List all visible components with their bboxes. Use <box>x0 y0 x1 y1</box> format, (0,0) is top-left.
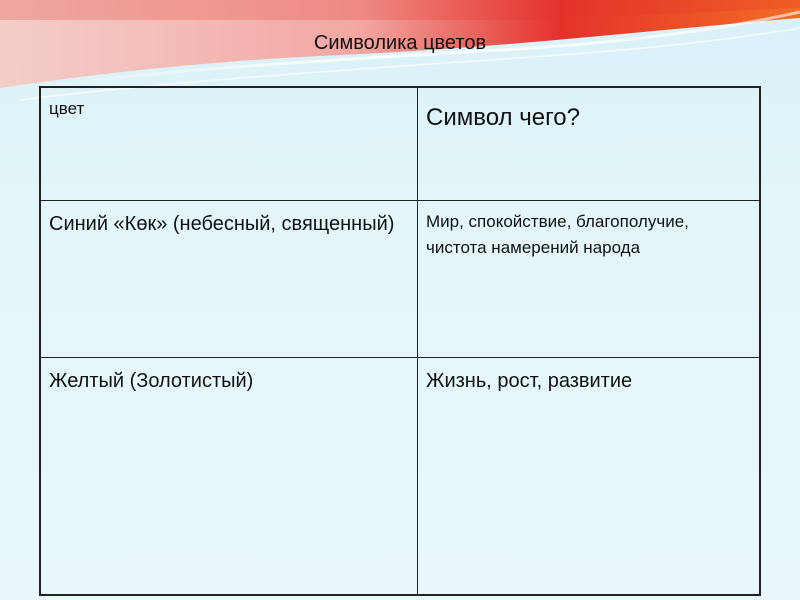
cell-symbol-blue: Мир, спокойствие, благополучие, чистота намерений народа <box>418 201 761 358</box>
slide-title: Символика цветов <box>313 32 487 54</box>
table-header-row <box>40 87 760 201</box>
header-cell-color: цвет <box>40 87 418 201</box>
cell-color-yellow: Желтый (Золотистый) <box>40 358 418 596</box>
table-row <box>40 201 760 358</box>
color-symbol-table <box>39 86 761 596</box>
cell-color-blue: Синий «Көк» (небесный, священный) <box>40 201 418 358</box>
cell-symbol-yellow: Жизнь, рост, развитие <box>418 358 761 596</box>
table-row <box>40 358 760 596</box>
header-cell-symbol: Символ чего? <box>418 87 761 201</box>
